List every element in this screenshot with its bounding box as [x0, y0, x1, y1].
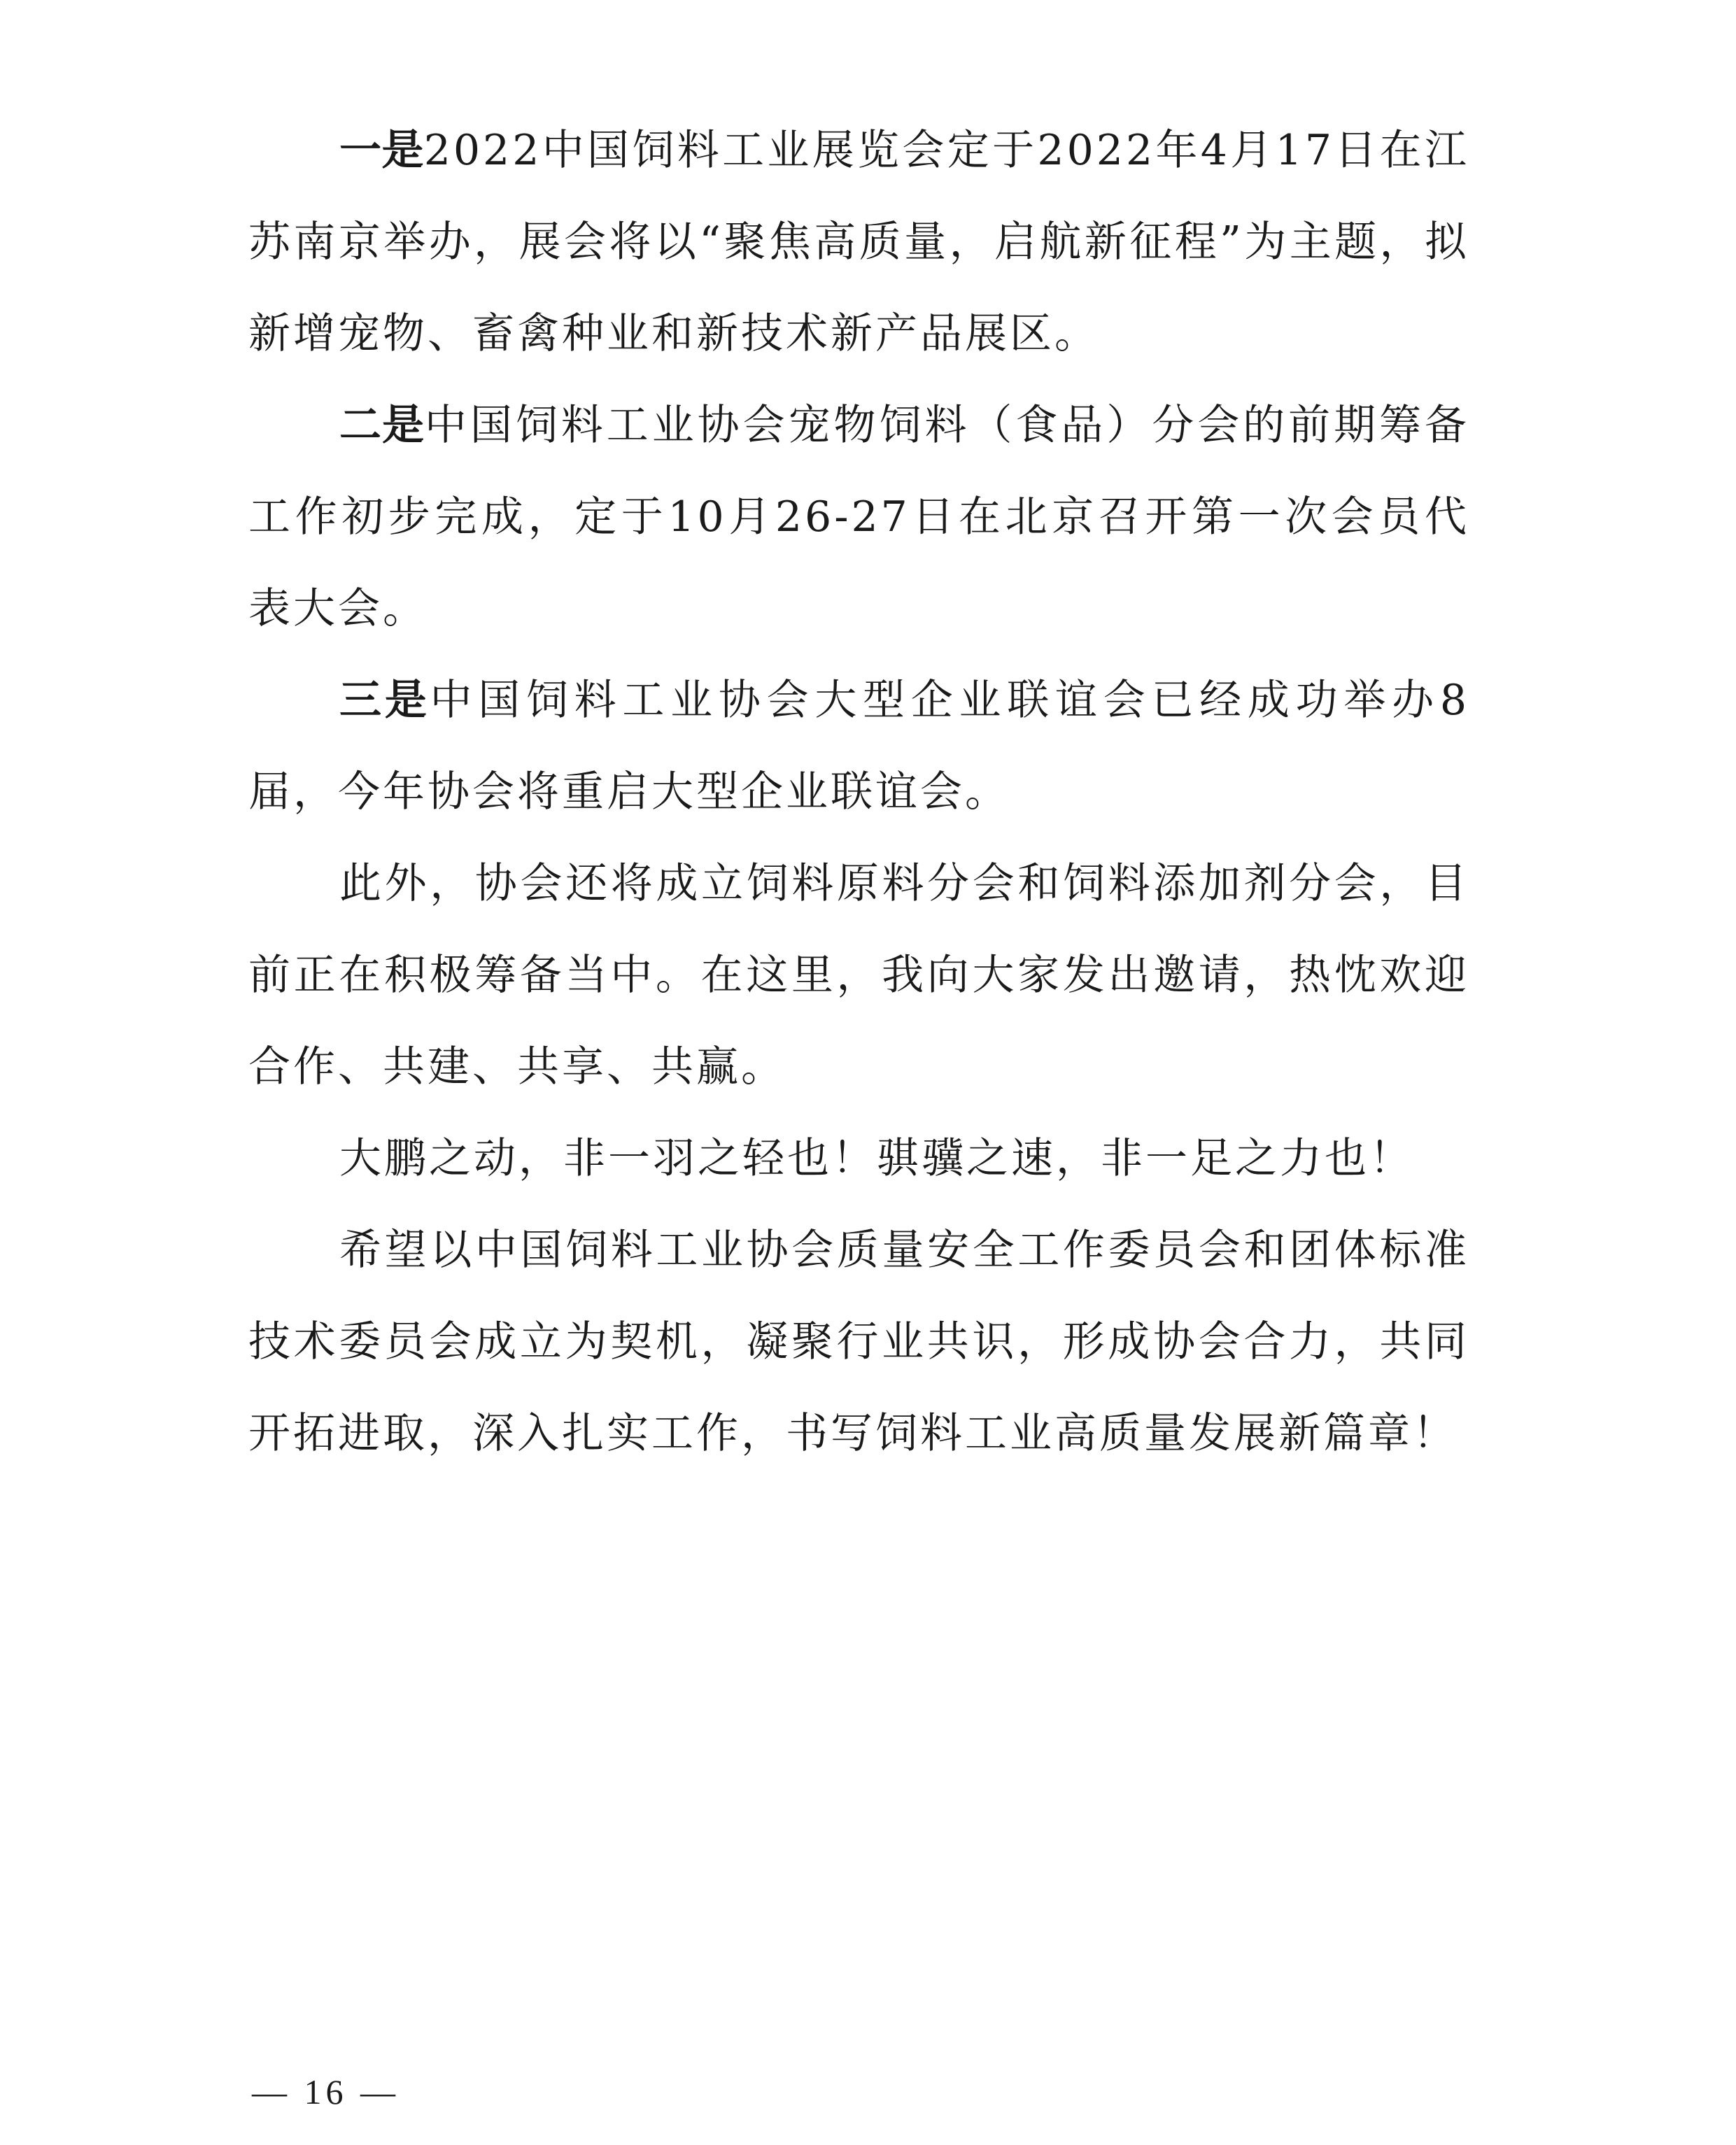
paragraph-3-text: 中国饲料工业协会大型企业联谊会已经成功举办8届，今年协会将重启大型企业联谊会。 — [248, 676, 1469, 816]
paragraph-2 — [248, 380, 1469, 655]
paragraph-1-text: 2022中国饲料工业展览会定于2022年4月17日在江苏南京举办，展会将以“聚焦高质量，启航新征程”为主题，拟新增宠物、畜禽种业和新技术新产品展区。 — [248, 126, 1470, 358]
paragraph-4 — [248, 838, 1469, 1113]
paragraph-3 — [248, 655, 1469, 838]
page-number: — 16 — — [252, 2072, 400, 2111]
paragraph-2-text: 中国饲料工业协会宠物饲料（食品）分会的前期筹备工作初步完成，定于10月26-27日在北京召开第一次会员代表大会。 — [248, 401, 1470, 633]
paragraph-6-text: 希望以中国饲料工业协会质量安全工作委员会和团体标准技术委员会成立为契机，凝聚行业共识，形成协会合力，共同开拓进取，深入扎实工作，书写饲料工业高质量发展新篇章！ — [248, 1226, 1469, 1458]
document-body — [248, 105, 1469, 1480]
paragraph-5-text: 大鹏之动，非一羽之轻也！骐骥之速，非一足之力也！ — [339, 1134, 1414, 1183]
paragraph-3-lead: 三是 — [339, 676, 430, 725]
paragraph-6 — [248, 1205, 1469, 1480]
paragraph-1 — [248, 105, 1469, 380]
paragraph-2-lead: 二是 — [339, 401, 425, 450]
paragraph-4-text: 此外，协会还将成立饲料原料分会和饲料添加剂分会，目前正在积极筹备当中。在这里，我向大家发出邀请，热忱欢迎合作、共建、共享、共赢。 — [248, 859, 1469, 1091]
paragraph-5 — [248, 1113, 1469, 1205]
paragraph-1-lead: 一是 — [339, 126, 424, 175]
